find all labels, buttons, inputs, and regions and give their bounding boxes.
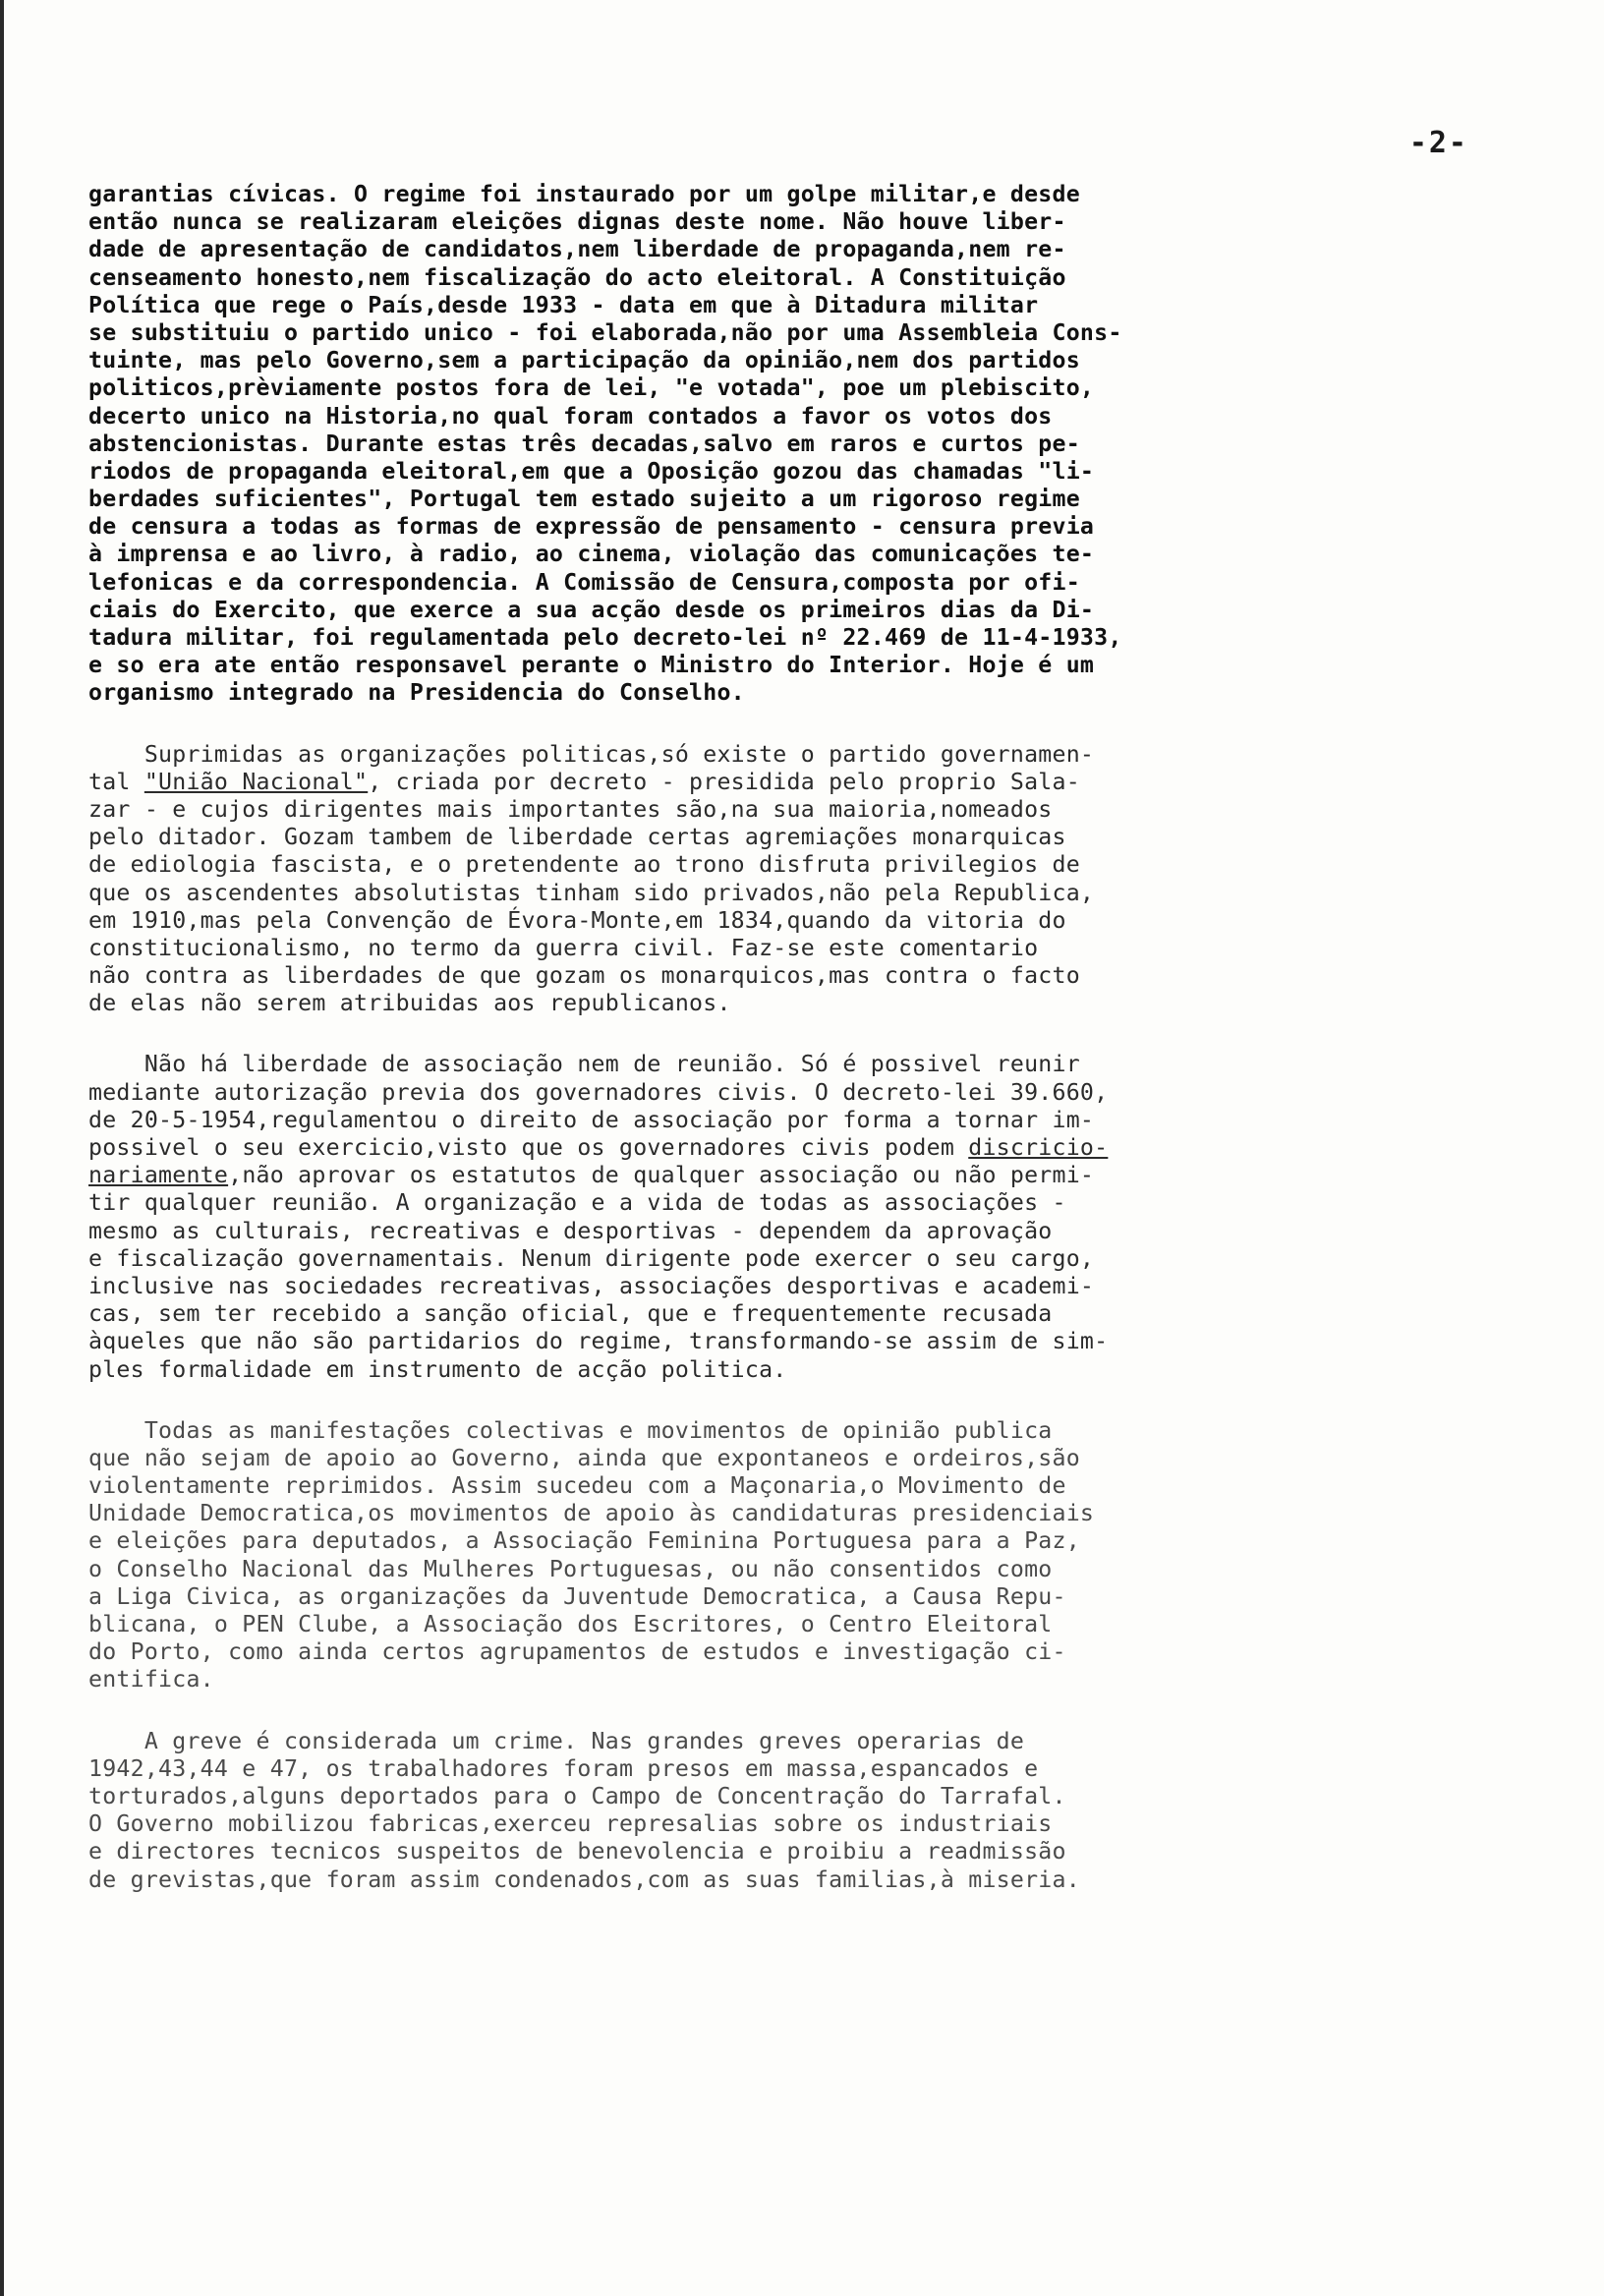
text-line: censeamento honesto,nem fiscalização do acto eleitoral. A Constituição xyxy=(88,263,1066,291)
text-line: mediante autorização previa dos governadores civis. O decreto-lei 39.660, xyxy=(88,1078,1109,1106)
paragraph-p2 xyxy=(88,741,1523,1018)
text-line: de censura a todas as formas de expressão de pensamento - censura previa xyxy=(88,513,1095,541)
text-line: A greve é considerada um crime. Nas grandes greves operarias de xyxy=(88,1727,1025,1754)
text-line: berdades suficientes", Portugal tem estado sujeito a um rigoroso regime xyxy=(88,486,1080,513)
text-line: a Liga Civica, as organizações da Juventude Democratica, a Causa Repu- xyxy=(88,1582,1066,1610)
paragraph-p1 xyxy=(88,181,1523,708)
text-line: cas, sem ter recebido a sanção oficial, que e frequentemente recusada xyxy=(88,1300,1053,1328)
paragraph-p4 xyxy=(88,1417,1523,1694)
text-line: que não sejam de apoio ao Governo, ainda que expontaneos e ordeiros,são xyxy=(88,1444,1080,1471)
text-line: de elas não serem atribuidas aos republicanos. xyxy=(88,990,731,1017)
text-line: à imprensa e ao livro, à radio, ao cinema, violação das comunicações te- xyxy=(88,541,1095,568)
text-line: torturados,alguns deportados para o Campo de Concentração do Tarrafal. xyxy=(88,1782,1066,1809)
text-line: 1942,43,44 e 47, os trabalhadores foram presos em massa,espancados e xyxy=(88,1754,1039,1782)
text-line: ples formalidade em instrumento de acção politica. xyxy=(88,1355,787,1383)
text-line: àqueles que não são partidarios do regime, transformando-se assim de sim- xyxy=(88,1328,1109,1355)
text-line: tal "União Nacional", criada por decreto - presidida pelo proprio Sala- xyxy=(88,768,1080,795)
text-line: inclusive nas sociedades recreativas, associações desportivas e academi- xyxy=(88,1272,1095,1299)
text-line: de grevistas,que foram assim condenados,com as suas familias,à miseria. xyxy=(88,1866,1080,1893)
text-line: de ediologia fascista, e o pretendente ao trono disfruta privilegios de xyxy=(88,851,1080,879)
text-line: entifica. xyxy=(88,1666,214,1693)
text-line: mesmo as culturais, recreativas e desportivas - dependem da aprovação xyxy=(88,1217,1053,1244)
text-line: abstencionistas. Durante estas três decadas,salvo em raros e curtos pe- xyxy=(88,430,1080,457)
text-line: Não há liberdade de associação nem de reunião. Só é possivel reunir xyxy=(88,1051,1080,1078)
text-line: e fiscalização governamentais. Nenum dirigente pode exercer o seu cargo, xyxy=(88,1244,1095,1272)
text-line: Todas as manifestações colectivas e movimentos de opinião publica xyxy=(88,1416,1053,1444)
text-line: nariamente,não aprovar os estatutos de qualquer associação ou não permi- xyxy=(88,1162,1095,1189)
document-body xyxy=(88,181,1523,1927)
text-line: Suprimidas as organizações politicas,só existe o partido governamen- xyxy=(88,740,1095,768)
page-left-edge xyxy=(0,0,4,2296)
text-line: politicos,prèviamente postos fora de lei, "e votada", poe um plebiscito, xyxy=(88,374,1095,402)
text-line: riodos de propaganda eleitoral,em que a Oposição gozou das chamadas "li- xyxy=(88,457,1095,485)
text-line: do Porto, como ainda certos agrupamentos de estudos e investigação ci- xyxy=(88,1638,1066,1666)
text-line: e eleições para deputados, a Associação Feminina Portuguesa para a Paz, xyxy=(88,1527,1080,1555)
text-line: tuinte, mas pelo Governo,sem a participação da opinião,nem dos partidos xyxy=(88,347,1080,374)
text-line: e directores tecnicos suspeitos de benevolencia e proibiu a readmissão xyxy=(88,1838,1066,1866)
text-line: decerto unico na Historia,no qual foram contados a favor os votos dos xyxy=(88,402,1053,430)
text-line: e so era ate então responsavel perante o Ministro do Interior. Hoje é um xyxy=(88,652,1095,679)
text-line: lefonicas e da correspondencia. A Comissão de Censura,composta por ofi- xyxy=(88,568,1080,596)
text-line: constitucionalismo, no termo da guerra civil. Faz-se este comentario xyxy=(88,934,1039,961)
text-line: de 20-5-1954,regulamentou o direito de associação por forma a tornar im- xyxy=(88,1106,1095,1133)
text-line: ciais do Exercito, que exerce a sua acção desde os primeiros dias da Di- xyxy=(88,596,1095,623)
text-line: Política que rege o País,desde 1933 - data em que à Ditadura militar xyxy=(88,291,1039,318)
text-line: tadura militar, foi regulamentada pelo decreto-lei nº 22.469 de 11-4-1933, xyxy=(88,624,1122,651)
text-line: dade de apresentação de candidatos,nem liberdade de propaganda,nem re- xyxy=(88,236,1066,263)
text-line: zar - e cujos dirigentes mais importantes são,na sua maioria,nomeados xyxy=(88,795,1053,823)
text-line: Unidade Democratica,os movimentos de apoio às candidaturas presidenciais xyxy=(88,1500,1095,1527)
text-line: tir qualquer reunião. A organização e a vida de todas as associações - xyxy=(88,1189,1066,1217)
text-line: que os ascendentes absolutistas tinham sido privados,não pela Republica, xyxy=(88,879,1095,906)
text-line: organismo integrado na Presidencia do Conselho. xyxy=(88,679,745,707)
text-line: garantias cívicas. O regime foi instaurado por um golpe militar,e desde xyxy=(88,181,1080,207)
text-line: violentamente reprimidos. Assim sucedeu com a Maçonaria,o Movimento de xyxy=(88,1472,1066,1500)
page-number: -2- xyxy=(1408,126,1468,160)
text-line: em 1910,mas pela Convenção de Évora-Monte,em 1834,quando da vitoria do xyxy=(88,906,1066,934)
text-line: o Conselho Nacional das Mulheres Portuguesas, ou não consentidos como xyxy=(88,1555,1053,1582)
text-line: blicana, o PEN Clube, a Associação dos Escritores, o Centro Eleitoral xyxy=(88,1611,1053,1637)
text-line: se substituiu o partido unico - foi elaborada,não por uma Assembleia Cons- xyxy=(88,318,1122,346)
text-line: então nunca se realizaram eleições dignas deste nome. Não houve liber- xyxy=(88,208,1066,236)
text-line: possivel o seu exercicio,visto que os governadores civis podem discricio- xyxy=(88,1134,1109,1161)
text-line: O Governo mobilizou fabricas,exerceu represalias sobre os industriais xyxy=(88,1810,1053,1838)
paragraph-p3 xyxy=(88,1051,1523,1383)
text-line: pelo ditador. Gozam tambem de liberdade certas agremiações monarquicas xyxy=(88,824,1066,851)
text-line: não contra as liberdades de que gozam os monarquicos,mas contra o facto xyxy=(88,962,1080,990)
paragraph-p5 xyxy=(88,1728,1523,1894)
